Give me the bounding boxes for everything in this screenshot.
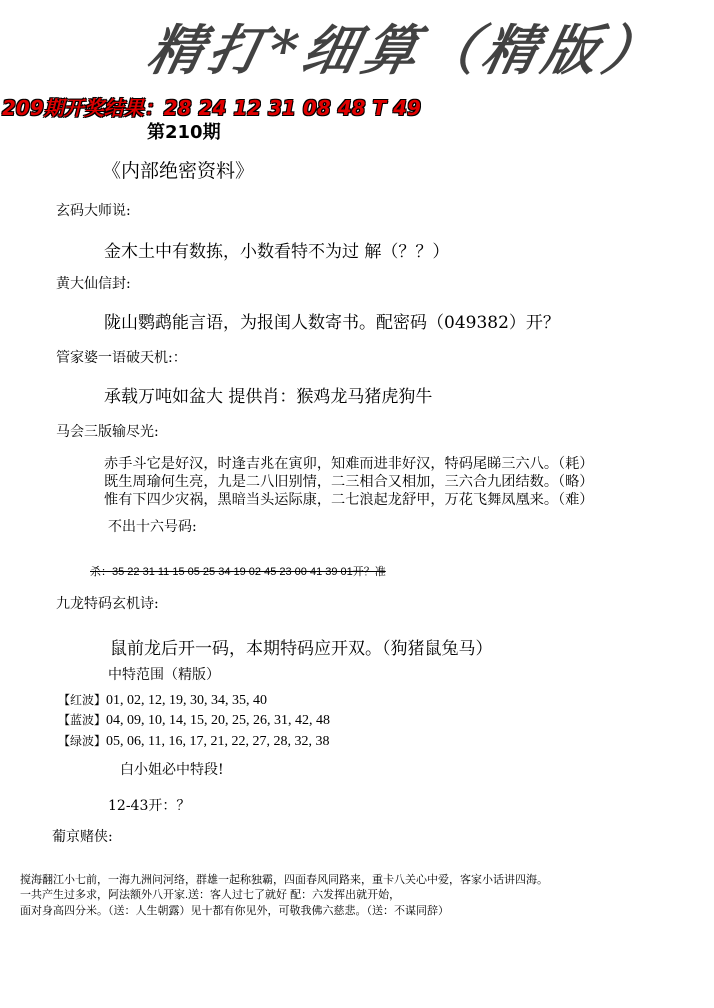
green-wave-numbers: 05, 06, 11, 16, 17, 21, 22, 27, 28, 32, 38 xyxy=(106,734,330,749)
poem-line: 惟有下四少灾祸，黑暗当头运际康，二七浪起龙舒甲，万花飞舞凤凰来。（难） xyxy=(104,492,594,508)
footer-line: 搅海翻江小七前，一海九洲问河络，群雄一起称独霸，四面春风同路来，重卡八关心中爱，客家小话讲四海。 xyxy=(20,874,548,886)
banner-title: 精打*细算（精版） xyxy=(142,18,671,82)
horse-label: 马会三版输尽光: xyxy=(56,424,159,440)
macau-label: 葡京赌侠: xyxy=(52,829,113,845)
letter-label: 黄大仙信封: xyxy=(56,276,131,292)
green-wave-label: 【绿波】 xyxy=(58,734,107,748)
range-open-line: 12-43开：？ xyxy=(108,798,191,814)
poem-line: 赤手斗它是好汉，时逢吉兆在寅卯，知难而进非好汉，特码尾睇三六八。（耗） xyxy=(104,456,594,472)
issue-number: 第210期 xyxy=(147,122,221,143)
result-line: 209期开奖结果：28 24 12 31 08 48 T 49 xyxy=(2,96,421,120)
range-label: 中特范围（精版） xyxy=(108,667,220,683)
butler-text: 承载万吨如盆大 提供肖：猴鸡龙马猪虎狗牛 xyxy=(104,387,433,407)
red-wave-numbers: 01, 02, 12, 19, 30, 34, 35, 40 xyxy=(106,693,268,708)
subtitle: 《内部绝密资料》 xyxy=(102,160,255,182)
footer-line: 面对身高四分米。（送：人生朝露）见十都有你见外，可敬我佛六慈悲。（送：不谋同辞） xyxy=(20,905,449,917)
miss-bai-line: 白小姐必中特段! xyxy=(120,762,224,778)
blue-wave-row xyxy=(58,711,330,729)
no16-label: 不出十六号码: xyxy=(108,519,197,535)
footer-line: 一共产生过多求，阿法额外八开家.送：客人过七了就好 配：六发挥出就开始， xyxy=(20,889,401,901)
red-wave-label: 【红波】 xyxy=(58,693,107,707)
red-wave-row xyxy=(58,691,267,709)
blue-wave-numbers: 04, 09, 10, 14, 15, 20, 25, 26, 31, 42, 48 xyxy=(106,713,331,728)
blue-wave-label: 【蓝波】 xyxy=(58,713,107,727)
nine-dragon-text: 鼠前龙后开一码，本期特码应开双。（狗猪鼠兔马） xyxy=(110,639,493,659)
butler-label: 管家婆一语破天机:： xyxy=(56,350,187,366)
master-text: 金木土中有数拣，小数看特不为过 解（？？） xyxy=(104,242,450,262)
letter-text: 陇山鹦鹉能言语，为报闺人数寄书。配密码（049382）开？ xyxy=(104,313,560,333)
master-label: 玄码大师说: xyxy=(56,203,131,219)
kill-line: 杀：35 22 31 11 15 05 25 34 19 02 45 23 00 41 39 01开？准 xyxy=(90,566,386,578)
poem-line: 既生周瑜何生亮，九是二八旧别情，二三相合又相加，三六合九团结数。（略） xyxy=(104,474,594,490)
nine-dragon-label: 九龙特码玄机诗: xyxy=(56,596,159,612)
green-wave-row xyxy=(58,732,330,750)
